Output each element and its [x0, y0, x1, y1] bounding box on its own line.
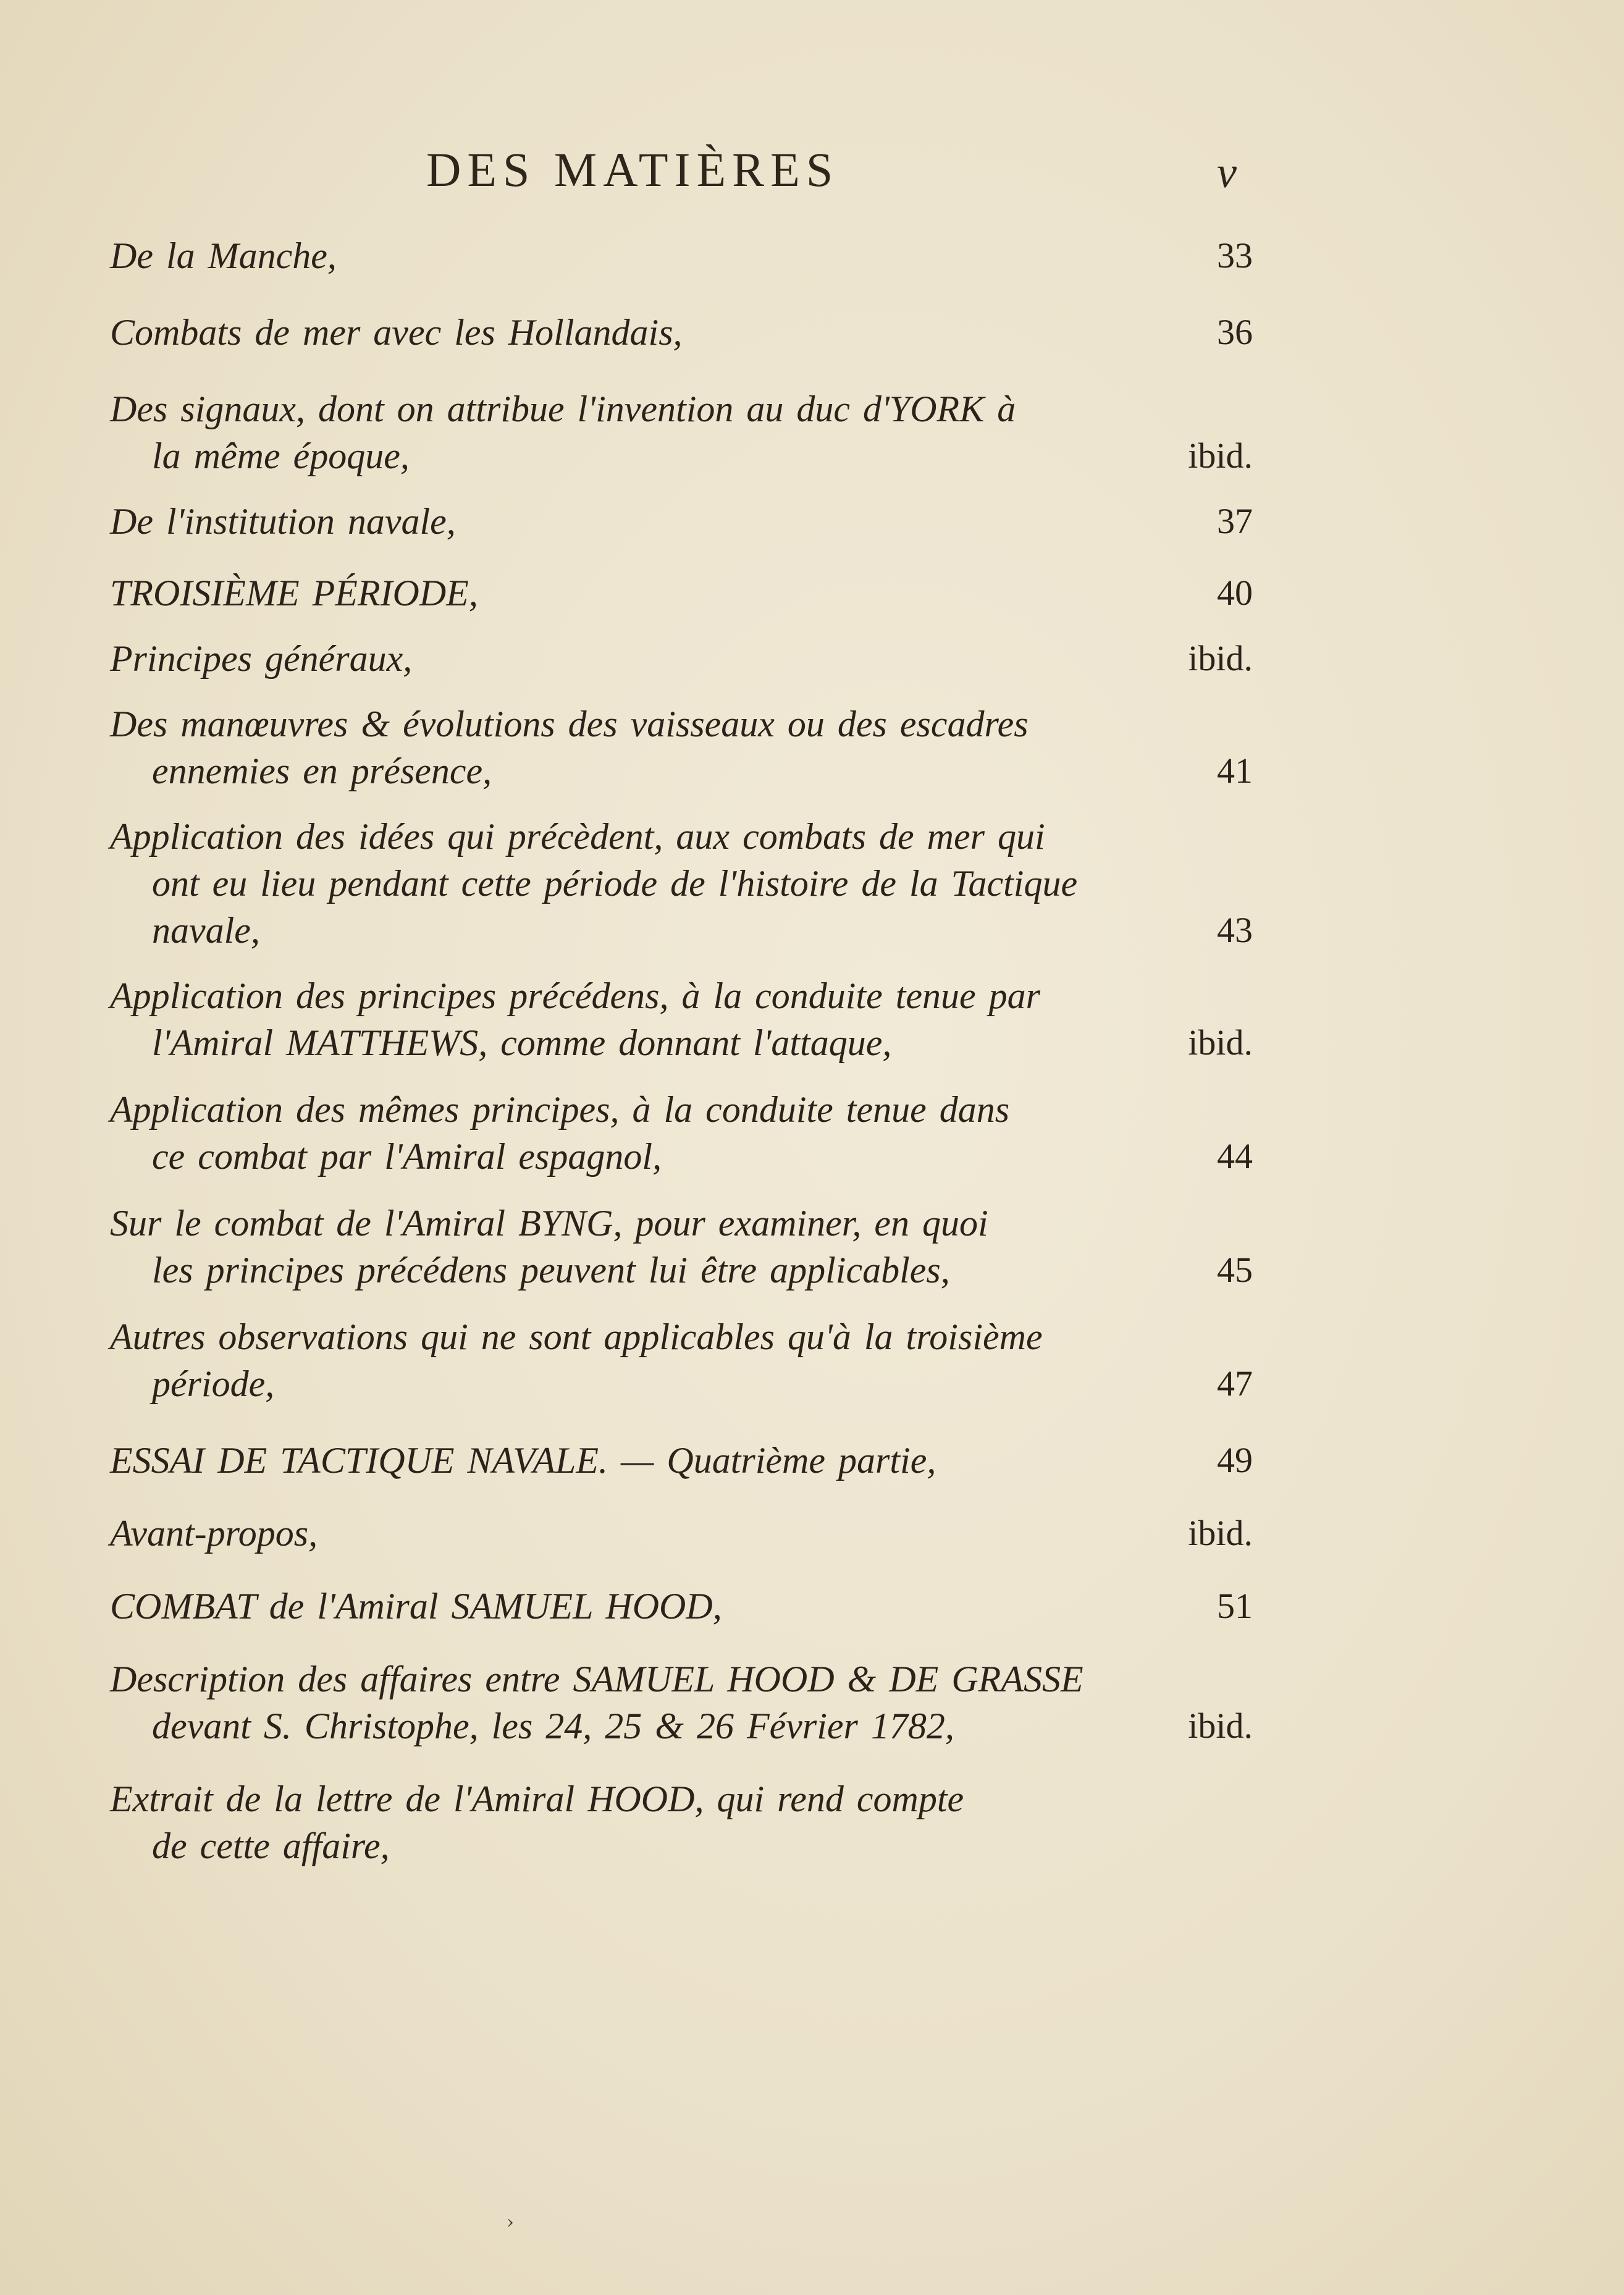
toc-entry-line: l'Amiral MATTHEWS, comme donnant l'attaque, [152, 1022, 892, 1063]
toc-entry-line: Autres observations qui ne sont applicables qu'à la troisième [110, 1316, 1043, 1357]
toc-entry [110, 1313, 1253, 1407]
toc-entry [110, 972, 1253, 1066]
toc-entry [110, 1775, 1253, 1869]
toc-page-number: 43 [1217, 910, 1253, 950]
toc-entry-line: ce combat par l'Amiral espagnol, [152, 1136, 662, 1177]
toc-entry [110, 498, 1253, 545]
toc-page-number: 36 [1217, 312, 1253, 352]
toc-entry-line: ESSAI DE TACTIQUE NAVALE. — Quatrième partie, [110, 1440, 936, 1481]
toc-entry-line: Principes généraux, [110, 638, 413, 679]
toc-page-number: 33 [1217, 235, 1253, 276]
toc-entry-line: TROISIÈME PÉRIODE, [110, 573, 478, 613]
toc-entry-line: Description des affaires entre SAMUEL HOOD & DE GRASSE [110, 1659, 1083, 1699]
toc-entry [110, 1656, 1253, 1750]
toc-entry-line: Application des principes précédens, à la conduite tenue par [110, 975, 1041, 1016]
toc-page-number: ibid. [1188, 1022, 1253, 1063]
toc-entry-line: ont eu lieu pendant cette période de l'histoire de la Tactique [152, 863, 1078, 904]
toc-entry-line: Avant-propos, [110, 1513, 318, 1554]
toc-entry-line: Combats de mer avec les Hollandais, [110, 312, 683, 353]
toc-entry [110, 232, 1253, 279]
toc-entry-line: De l'institution navale, [110, 501, 456, 542]
toc-entry [110, 635, 1253, 682]
table-of-contents [110, 210, 1253, 1869]
toc-entry-line: les principes précédens peuvent lui être applicables, [152, 1250, 950, 1291]
toc-entry-line: Des signaux, dont on attribue l'invention au duc d'YORK à [110, 389, 1016, 429]
toc-entry-line: navale, [152, 910, 260, 951]
toc-page-number: 49 [1217, 1440, 1253, 1480]
toc-entry-line: la même époque, [152, 436, 410, 476]
toc-entry-line: Des manœuvres & évolutions des vaisseaux ou des escadres [110, 704, 1029, 744]
toc-entry [110, 701, 1253, 794]
toc-entry-line: Sur le combat de l'Amiral BYNG, pour examiner, en quoi [110, 1203, 988, 1244]
toc-entry-line: De la Manche, [110, 235, 337, 276]
toc-entry-line: de cette affaire, [152, 1825, 390, 1866]
toc-entry-line: Application des mêmes principes, à la conduite tenue dans [110, 1089, 1010, 1130]
toc-entry [110, 1583, 1253, 1630]
toc-entry-line: Application des idées qui précèdent, aux combats de mer qui [110, 816, 1045, 857]
toc-entry [110, 1086, 1253, 1180]
toc-entry-line: période, [152, 1363, 275, 1404]
page-mark: › [507, 2212, 514, 2233]
toc-page-number: ibid. [1188, 1706, 1253, 1746]
toc-entry [110, 309, 1253, 356]
toc-page-number: ibid. [1188, 436, 1253, 476]
toc-entry [110, 570, 1253, 617]
toc-page-number: 37 [1217, 501, 1253, 541]
toc-entry-line: ennemies en présence, [152, 751, 492, 791]
toc-entry-line: devant S. Christophe, les 24, 25 & 26 Février 1782, [152, 1706, 954, 1746]
toc-entry [110, 1200, 1253, 1294]
page-folio: v [1217, 148, 1237, 197]
toc-entry-line: COMBAT de l'Amiral SAMUEL HOOD, [110, 1586, 722, 1627]
toc-page-number: 44 [1217, 1136, 1253, 1176]
toc-page-number: ibid. [1188, 638, 1253, 678]
toc-entry [110, 813, 1253, 954]
toc-page-number: 40 [1217, 573, 1253, 613]
toc-entry [110, 385, 1253, 479]
toc-entry-line: Extrait de la lettre de l'Amiral HOOD, qui rend compte [110, 1779, 964, 1819]
toc-entry [110, 1510, 1253, 1557]
toc-entry [110, 1437, 1253, 1484]
running-head: DES MATIÈRES [426, 143, 839, 196]
toc-page-number: ibid. [1188, 1513, 1253, 1553]
toc-page-number: 51 [1217, 1586, 1253, 1626]
toc-page-number: 45 [1217, 1250, 1253, 1290]
toc-page-number: 47 [1217, 1363, 1253, 1404]
toc-page-number: 41 [1217, 751, 1253, 791]
